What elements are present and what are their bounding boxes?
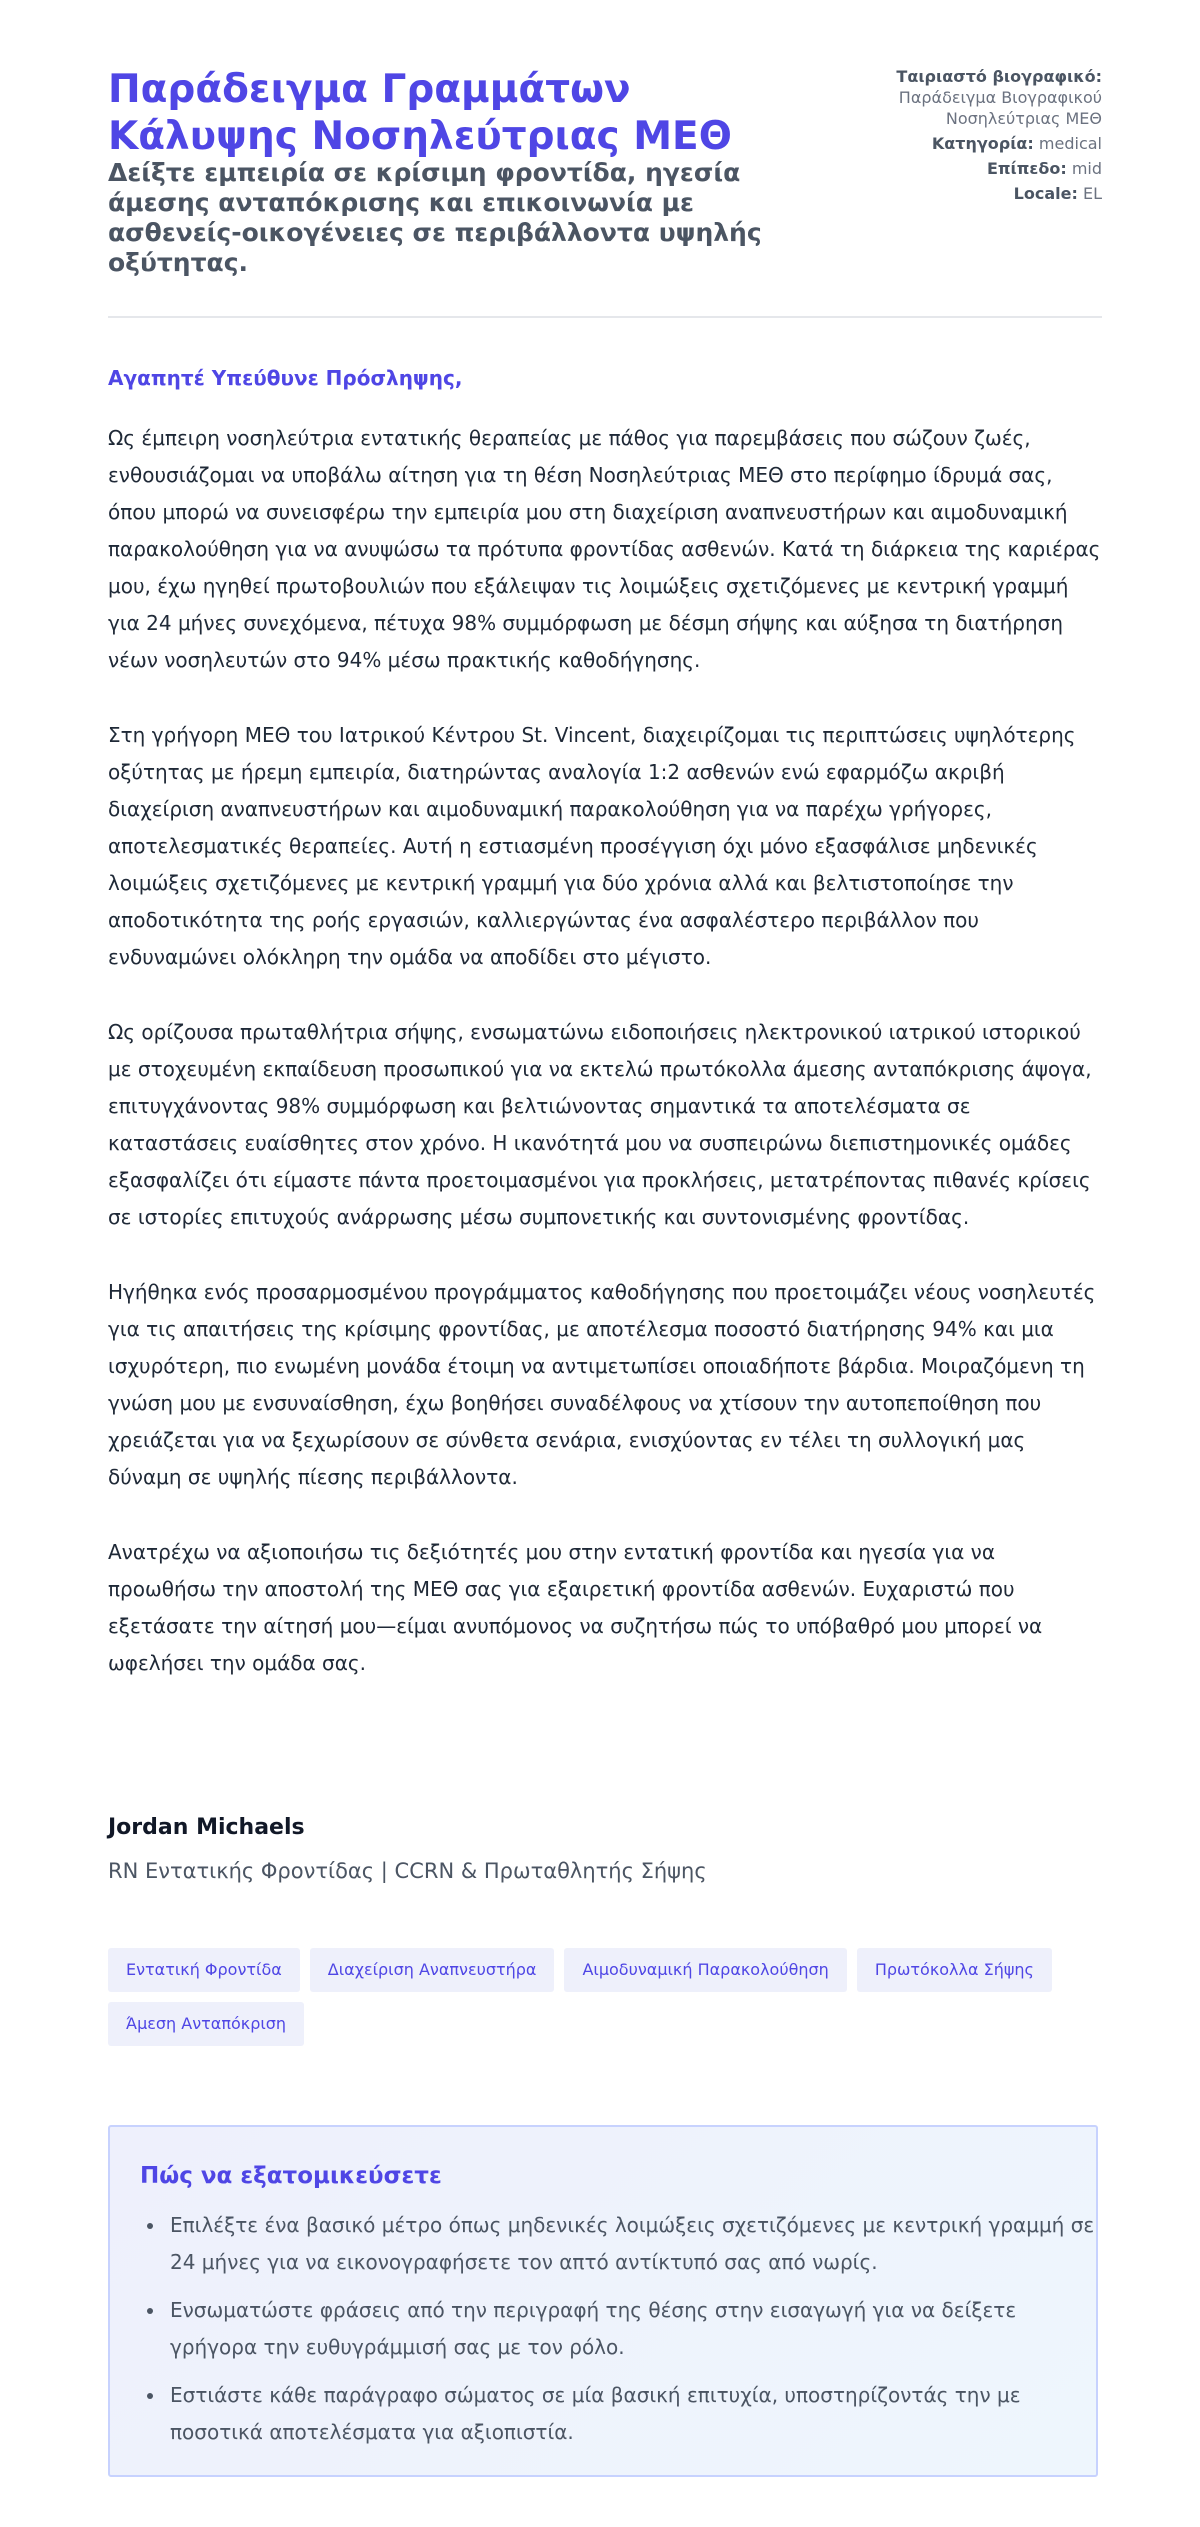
tips-item: • Εστιάστε κάθε παράγραφο σώματος σε μία βασική επιτυχία, υποστηρίζοντάς την με ποσοτικά αποτελέσματα για αξιοπιστία. — [166, 2377, 1096, 2451]
letter-salutation: Αγαπητέ Υπεύθυνε Πρόσληψης, — [108, 366, 463, 390]
meta-bio — [822, 66, 1102, 129]
skill-tag: Πρωτόκολλα Σήψης — [857, 1948, 1052, 1992]
skill-tag: Διαχείριση Αναπνευστήρα — [310, 1948, 555, 1992]
skill-tag: Αιμοδυναμική Παρακολούθηση — [564, 1948, 846, 1992]
letter-paragraph: Ως ορίζουσα πρωταθλήτρια σήψης, ενσωματώνω ειδοποιήσεις ηλεκτρονικού ιατρικού ιστορικού με στοχευμένη εκπαίδευση προσωπικού για να εκτελώ πρωτόκολλα άμεσης ανταπόκρισης άψογα, επιτυγχάνοντας 98% συμμόρφωση και βελτιώνοντας σημαντικά τα αποτελέσματα σε καταστάσεις ευαίσθητες στον χρόνο. Η ικανότητά μου να συσπειρώνω διεπιστημονικές ομάδες εξασφαλίζει ότι είμαστε πάντα προετοιμασμένοι για προκλήσεις, μετατρέποντας πιθανές κρίσεις σε ιστορίες επιτυχούς ανάρρωσης μέσω συμπονετικής και συντονισμένης φροντίδας. — [108, 1020, 1092, 1229]
signature-title: RN Εντατικής Φροντίδας | CCRN & Πρωταθλητής Σήψης — [108, 1859, 707, 1883]
letter-paragraph: Ηγήθηκα ενός προσαρμοσμένου προγράμματος καθοδήγησης που προετοιμάζει νέους νοσηλευτές για τις απαιτήσεις της κρίσιμης φροντίδας, με αποτέλεσμα ποσοστό διατήρησης 94% και μια ισχυρότερη, πιο ενωμένη μονάδα έτοιμη να αντιμετωπίσει οποιαδήποτε βάρδια. Μοιραζόμενη τη γνώση μου με ενσυναίσθηση, έχω βοηθήσει συναδέλφους να χτίσουν την αυτοπεποίθηση που χρειάζεται για να ξεχωρίσουν σε σύνθετα σενάρια, ενισχύοντας εν τέλει τη συλλογική μας δύναμη σε υψηλής πίεσης περιβάλλοντα. — [108, 1280, 1096, 1489]
tips-item: • Επιλέξτε ένα βασικό μέτρο όπως μηδενικές λοιμώξεις σχετιζόμενες με κεντρική γραμμή σε 24 μήνες για να εικονογραφήσετε τον απτό αντίκτυπό σας από νωρίς. — [166, 2207, 1096, 2281]
skill-tag: Άμεση Ανταπόκριση — [108, 2002, 304, 2046]
page-subtitle: Δείξτε εμπειρία σε κρίσιμη φροντίδα, ηγεσία άμεσης ανταπόκρισης και επικοινωνία με ασθενείς-οικογένειες σε περιβάλλοντα υψηλής οξύτητας. — [108, 158, 762, 277]
meta-level-value: mid — [1071, 159, 1102, 178]
meta-locale-label: Locale: — [1013, 184, 1078, 203]
meta-locale-value: EL — [1082, 184, 1102, 203]
letter-paragraph: Ανατρέχω να αξιοποιήσω τις δεξιότητές μου στην εντατική φροντίδα και ηγεσία για να προωθήσω την αποστολή της ΜΕΘ σας για εξαιρετική φροντίδα ασθενών. Ευχαριστώ που εξετάσατε την αίτησή μου—είμαι ανυπόμονος να συζητήσω πώς το υπόβαθρό μου μπορεί να ωφελήσει την ομάδα σας. — [108, 1540, 1043, 1675]
meta-level — [822, 158, 1102, 179]
meta-locale — [822, 183, 1102, 204]
meta-category-value: medical — [1038, 134, 1102, 153]
tips-list — [140, 2207, 1096, 2462]
header — [108, 66, 1102, 318]
meta-bio-link[interactable]: Παράδειγμα Βιογραφικού Νοσηλεύτριας ΜΕΘ — [898, 88, 1102, 128]
meta-category — [822, 133, 1102, 154]
meta-panel — [822, 66, 1102, 208]
tips-box — [108, 2125, 1098, 2477]
skill-tags — [108, 1948, 1108, 2056]
tips-title: Πώς να εξατομικεύσετε — [140, 2163, 442, 2189]
meta-level-label: Επίπεδο: — [986, 159, 1067, 178]
letter-paragraph: Στη γρήγορη ΜΕΘ του Ιατρικού Κέντρου St. Vincent, διαχειρίζομαι τις περιπτώσεις υψηλότερης οξύτητας με ήρεμη εμπειρία, διατηρώντας αναλογία 1:2 ασθενών ενώ εφαρμόζω ακριβή διαχείριση αναπνευστήρων και αιμοδυναμική παρακολούθηση για να παρέχω γρήγορες, αποτελεσματικές θεραπείες. Αυτή η εστιασμένη προσέγγιση όχι μόνο εξασφάλισε μηδενικές λοιμώξεις σχετιζόμενες με κεντρική γραμμή για δύο χρόνια αλλά και βελτιστοποίησε την αποδοτικότητα της ροής εργασιών, καλλιεργώντας ένα ασφαλέστερο περιβάλλον που ενδυναμώνει ολόκληρη την ομάδα να αποδίδει στο μέγιστο. — [108, 723, 1076, 969]
meta-bio-label: Ταιριαστό βιογραφικό: — [896, 67, 1102, 86]
tips-item: • Ενσωματώστε φράσεις από την περιγραφή της θέσης στην εισαγωγή για να δείξετε γρήγορα την ευθυγράμμισή σας με τον ρόλο. — [166, 2292, 1096, 2366]
signature-name: Jordan Michaels — [108, 1815, 305, 1840]
meta-category-label: Κατηγορία: — [931, 134, 1034, 153]
letter-paragraph: Ως έμπειρη νοσηλεύτρια εντατικής θεραπείας με πάθος για παρεμβάσεις που σώζουν ζωές, ενθουσιάζομαι να υποβάλω αίτηση για τη θέση Νοσηλεύτριας ΜΕΘ στο περίφημο ίδρυμά σας, όπου μπορώ να συνεισφέρω την εμπειρία μου στη διαχείριση αναπνευστήρων και αιμοδυναμική παρακολούθηση για να ανυψώσω τα πρότυπα φροντίδας ασθενών. Κατά τη διάρκεια της καριέρας μου, έχω ηγηθεί πρωτοβουλιών που εξάλειψαν τις λοιμώξεις σχετιζόμενες με κεντρική γραμμή για 24 μήνες συνεχόμενα, πέτυχα 98% συμμόρφωση με δέσμη σήψης και αύξησα τη διατήρηση νέων νοσηλευτών στο 94% μέσω πρακτικής καθοδήγησης. — [108, 426, 1101, 672]
letter-body — [108, 420, 1102, 1720]
skill-tag: Εντατική Φροντίδα — [108, 1948, 300, 1992]
page-title: Παράδειγμα Γραμμάτων Κάλυψης Νοσηλεύτριας ΜΕΘ — [108, 67, 732, 159]
